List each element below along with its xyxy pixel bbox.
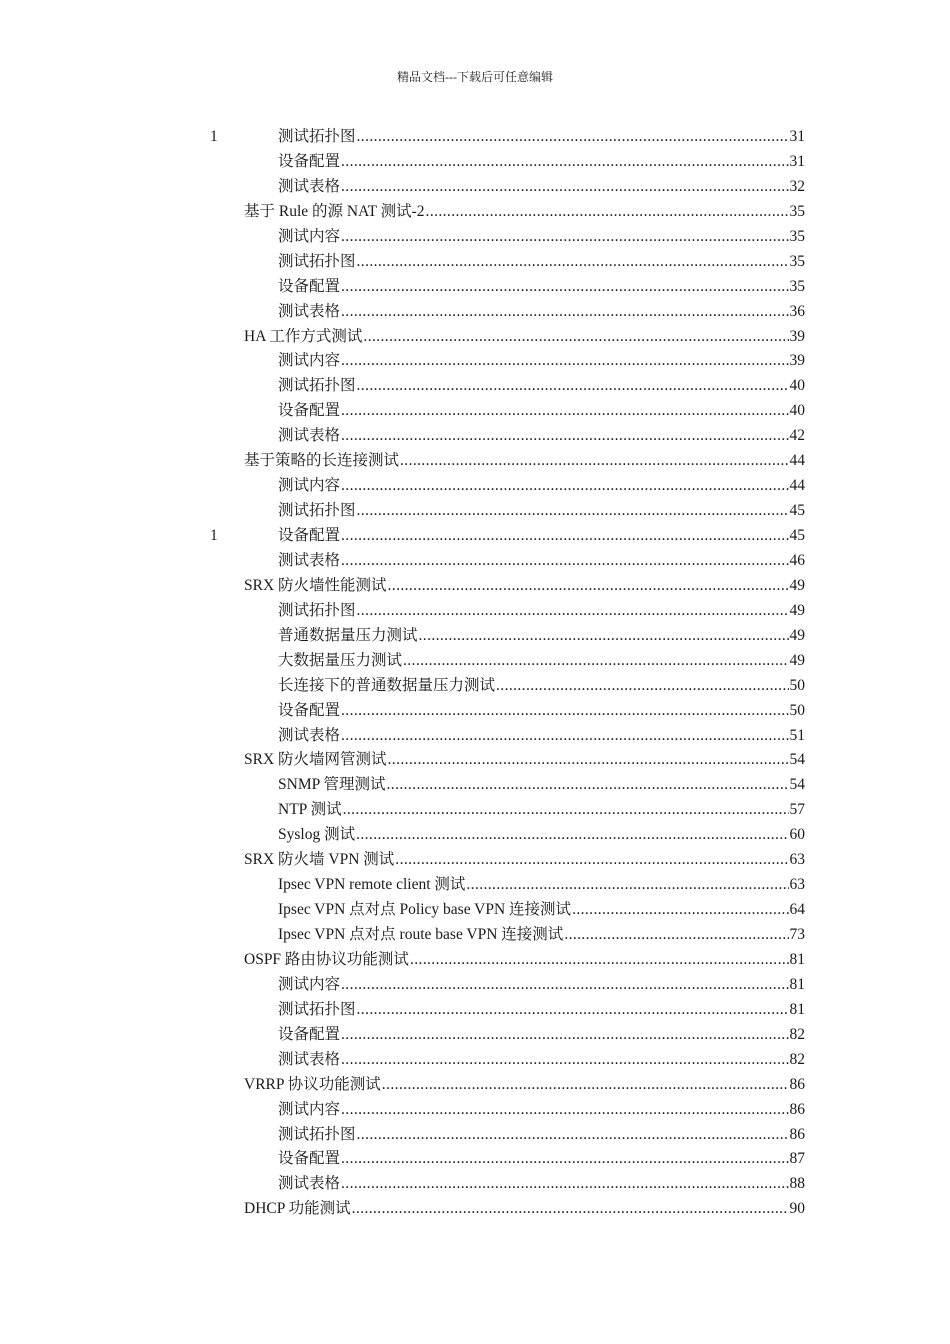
toc-entry-page-number: 31 <box>789 128 805 145</box>
toc-entry[interactable] <box>0 349 950 374</box>
toc-entry[interactable] <box>0 773 950 798</box>
toc-entry-line <box>278 674 805 699</box>
toc-entry[interactable] <box>0 898 950 923</box>
toc-entry[interactable] <box>0 549 950 574</box>
toc-entry[interactable] <box>0 325 950 350</box>
toc-entry-line <box>278 1123 805 1148</box>
toc-entry-line <box>278 923 805 948</box>
toc-entry-page-number: 90 <box>789 1200 805 1218</box>
toc-entry[interactable] <box>0 998 950 1023</box>
toc-entry-line <box>278 1023 805 1048</box>
toc-entry-title: Ipsec VPN 点对点 route base VPN 连接测试 <box>278 926 564 943</box>
toc-entry-title: 测试表格 <box>278 427 341 445</box>
dot-leader <box>341 150 788 175</box>
toc-entry[interactable] <box>0 374 950 399</box>
toc-entry-page-number: 88 <box>789 1175 805 1193</box>
toc-entry-title: 测试拓扑图 <box>278 502 356 520</box>
dot-leader <box>341 699 788 724</box>
toc-entry-line <box>278 1147 805 1172</box>
toc-entry-title: 设备配置 <box>278 1150 341 1168</box>
toc-entry-title: 测试内容 <box>278 477 341 495</box>
dot-leader <box>341 225 788 250</box>
toc-entry-line <box>278 973 805 998</box>
toc-entry-line <box>278 125 805 150</box>
toc-entry-number: 1 <box>210 128 218 145</box>
toc-entry-line <box>278 699 805 724</box>
toc-entry-title: 普通数据量压力测试 <box>278 626 418 644</box>
dot-leader <box>341 973 788 998</box>
toc-entry-page-number: 54 <box>789 776 805 794</box>
toc-entry-title: 测试拓扑图 <box>278 252 356 270</box>
toc-entry[interactable] <box>0 1172 950 1197</box>
toc-entry[interactable] <box>0 848 950 873</box>
toc-entry[interactable] <box>0 1073 950 1098</box>
dot-leader <box>400 449 788 474</box>
dot-leader <box>356 823 788 848</box>
toc-entry-page-number: 81 <box>789 975 805 993</box>
toc-entry-title: Ipsec VPN remote client 测试 <box>278 876 466 894</box>
toc-entry-page-number: 63 <box>789 851 805 869</box>
toc-entry-page-number: 86 <box>789 1100 805 1118</box>
toc-entry-line <box>278 798 805 823</box>
dot-leader <box>341 1147 788 1172</box>
dot-leader <box>341 424 788 449</box>
dot-leader <box>341 1048 788 1073</box>
toc-entry-title: NTP 测试 <box>278 801 342 819</box>
toc-entry[interactable] <box>0 524 950 549</box>
toc-entry-title: 测试内容 <box>278 1100 341 1118</box>
toc-entry-page-number: 36 <box>789 302 805 320</box>
toc-entry-line <box>244 1197 805 1222</box>
dot-leader <box>341 474 788 499</box>
toc-entry-line <box>278 424 805 449</box>
toc-entry[interactable] <box>0 948 950 973</box>
toc-entry-line <box>278 150 805 175</box>
toc-entry-line <box>278 474 805 499</box>
toc-entry[interactable] <box>0 175 950 200</box>
dot-leader <box>387 773 789 798</box>
toc-entry[interactable] <box>0 399 950 424</box>
toc-entry[interactable] <box>0 724 950 749</box>
toc-entry-page-number: 35 <box>789 252 805 270</box>
toc-entry[interactable] <box>0 150 950 175</box>
toc-entry[interactable] <box>0 499 950 524</box>
toc-entry-line <box>278 1172 805 1197</box>
toc-entry-title: VRRP 协议功能测试 <box>244 1075 381 1093</box>
toc-entry-title: 测试拓扑图 <box>278 128 356 145</box>
toc-entry-page-number: 35 <box>789 227 805 245</box>
dot-leader <box>341 275 788 300</box>
toc-entry-title: SRX 防火墙性能测试 <box>244 576 387 594</box>
dot-leader <box>341 1098 788 1123</box>
toc-entry-title: 测试表格 <box>278 551 341 569</box>
toc-entry-title: 测试表格 <box>278 1175 341 1193</box>
toc-entry-page-number: 35 <box>789 277 805 295</box>
toc-entry-page-number: 35 <box>789 202 805 220</box>
toc-entry-page-number: 60 <box>789 826 805 844</box>
toc-entry-page-number: 40 <box>789 377 805 395</box>
toc-entry-page-number: 82 <box>789 1025 805 1043</box>
dot-leader <box>564 923 788 948</box>
dot-leader <box>496 674 788 699</box>
toc-entry-page-number: 49 <box>789 576 805 594</box>
toc-entry-title: 设备配置 <box>278 701 341 719</box>
toc-entry-title: OSPF 路由协议功能测试 <box>244 950 409 968</box>
toc-entry-title: 测试表格 <box>278 726 341 744</box>
toc-entry[interactable] <box>0 823 950 848</box>
toc-entry-page-number: 81 <box>789 950 805 968</box>
toc-entry-line <box>244 574 805 599</box>
toc-entry-page-number: 31 <box>789 152 805 170</box>
toc-entry-line <box>278 724 805 749</box>
toc-entry[interactable] <box>0 474 950 499</box>
toc-entry-line <box>278 898 805 923</box>
toc-entry-page-number: 49 <box>789 651 805 669</box>
dot-leader <box>363 325 788 350</box>
toc-entry-line <box>278 549 805 574</box>
dot-leader <box>395 848 788 873</box>
toc-entry-line <box>278 873 805 898</box>
toc-entry-page-number: 87 <box>789 1150 805 1168</box>
toc-entry-line <box>278 1098 805 1123</box>
toc-entry[interactable] <box>0 599 950 624</box>
toc-entry-page-number: 57 <box>789 801 805 819</box>
dot-leader <box>341 1172 788 1197</box>
dot-leader <box>357 998 789 1023</box>
toc-entry-title: DHCP 功能测试 <box>244 1200 351 1218</box>
toc-entry[interactable] <box>0 1023 950 1048</box>
toc-entry-line <box>278 275 805 300</box>
dot-leader <box>410 948 789 973</box>
toc-entry-line <box>278 225 805 250</box>
toc-entry[interactable] <box>0 873 950 898</box>
toc-entry-page-number: 86 <box>789 1125 805 1143</box>
toc-entry-line <box>278 1048 805 1073</box>
toc-entry[interactable] <box>0 1197 950 1222</box>
toc-entry[interactable] <box>0 300 950 325</box>
toc-entry-line <box>278 499 805 524</box>
toc-entry[interactable] <box>0 1147 950 1172</box>
toc-entry-page-number: 44 <box>789 452 805 470</box>
toc-entry-title: 设备配置 <box>278 527 341 544</box>
toc-entry-page-number: 49 <box>789 601 805 619</box>
toc-entry-line <box>244 325 805 350</box>
toc-entry[interactable] <box>0 250 950 275</box>
dot-leader <box>466 873 788 898</box>
dot-leader <box>572 898 788 923</box>
dot-leader <box>357 499 789 524</box>
dot-leader <box>357 125 789 150</box>
toc-entry-title: 测试拓扑图 <box>278 377 356 395</box>
toc-entry-title: 测试表格 <box>278 1050 341 1068</box>
toc-entry[interactable] <box>0 200 950 225</box>
toc-entry-page-number: 82 <box>789 1050 805 1068</box>
toc-entry-title: SNMP 管理测试 <box>278 776 386 794</box>
dot-leader <box>341 300 788 325</box>
toc-entry-page-number: 39 <box>789 327 805 345</box>
toc-entry-line <box>244 1073 805 1098</box>
toc-entry-page-number: 49 <box>789 626 805 644</box>
toc-entry-page-number: 42 <box>789 427 805 445</box>
toc-entry-line <box>278 624 805 649</box>
toc-entry[interactable] <box>0 1098 950 1123</box>
dot-leader <box>341 349 788 374</box>
toc-entry-line <box>278 250 805 275</box>
toc-entry[interactable] <box>0 1048 950 1073</box>
dot-leader <box>341 399 788 424</box>
toc-entry-line <box>244 848 805 873</box>
toc-entry-line <box>278 374 805 399</box>
toc-entry[interactable] <box>0 973 950 998</box>
toc-entry-line <box>278 649 805 674</box>
dot-leader <box>357 374 789 399</box>
toc-entry[interactable] <box>0 574 950 599</box>
toc-entry-line <box>244 200 805 225</box>
toc-entry[interactable] <box>0 125 950 150</box>
toc-entry-title: 测试内容 <box>278 352 341 370</box>
dot-leader <box>382 1073 789 1098</box>
toc-entry-line <box>278 599 805 624</box>
toc-entry-title: Ipsec VPN 点对点 Policy base VPN 连接测试 <box>278 901 572 919</box>
toc-entry[interactable] <box>0 674 950 699</box>
toc-entry-title: 大数据量压力测试 <box>278 651 403 669</box>
page-header: 精品文档---下载后可任意编辑 <box>397 70 553 84</box>
toc-entry-page-number: 44 <box>789 477 805 495</box>
toc-entry-page-number: 54 <box>789 751 805 769</box>
dot-leader <box>352 1197 789 1222</box>
dot-leader <box>388 574 789 599</box>
toc-entry-page-number: 40 <box>789 402 805 420</box>
toc-entry-page-number: 50 <box>789 676 805 694</box>
toc-entry-line <box>278 175 805 200</box>
toc-entry-title: 测试拓扑图 <box>278 1125 356 1143</box>
toc-entry-line <box>244 449 805 474</box>
toc-entry-line <box>278 998 805 1023</box>
toc-entry[interactable] <box>0 1123 950 1148</box>
toc-entry-title: SRX 防火墙网管测试 <box>244 751 387 769</box>
dot-leader <box>341 549 788 574</box>
toc-entry-page-number: 86 <box>789 1075 805 1093</box>
toc-entry-title: 设备配置 <box>278 1025 341 1043</box>
toc-entry-number: 1 <box>210 527 218 544</box>
dot-leader <box>341 175 788 200</box>
table-of-contents <box>0 125 950 1222</box>
toc-entry-title: 基于策略的长连接测试 <box>244 452 400 470</box>
toc-entry-title: 测试表格 <box>278 177 341 195</box>
toc-entry-page-number: 63 <box>789 876 805 894</box>
toc-entry-line <box>278 773 805 798</box>
toc-entry-title: 设备配置 <box>278 402 341 420</box>
toc-entry-title: 测试内容 <box>278 227 341 245</box>
dot-leader <box>343 798 789 823</box>
toc-entry-title: 测试表格 <box>278 302 341 320</box>
toc-entry-title: 设备配置 <box>278 277 341 295</box>
toc-entry-title: SRX 防火墙 VPN 测试 <box>244 851 395 869</box>
dot-leader <box>403 649 788 674</box>
toc-entry-line <box>278 823 805 848</box>
toc-entry[interactable] <box>0 798 950 823</box>
dot-leader <box>357 250 789 275</box>
dot-leader <box>419 624 789 649</box>
toc-entry-page-number: 73 <box>789 926 805 943</box>
toc-entry-page-number: 39 <box>789 352 805 370</box>
toc-entry[interactable] <box>0 624 950 649</box>
toc-entry-page-number: 81 <box>789 1000 805 1018</box>
dot-leader <box>357 599 789 624</box>
toc-entry-line <box>278 349 805 374</box>
toc-entry-line <box>278 300 805 325</box>
toc-entry-page-number: 45 <box>789 527 805 544</box>
toc-entry[interactable] <box>0 225 950 250</box>
toc-entry[interactable] <box>0 449 950 474</box>
toc-entry-page-number: 32 <box>789 177 805 195</box>
toc-entry-title: 测试拓扑图 <box>278 601 356 619</box>
toc-entry[interactable] <box>0 424 950 449</box>
dot-leader <box>426 200 789 225</box>
dot-leader <box>357 1123 789 1148</box>
toc-entry-title: 测试拓扑图 <box>278 1000 356 1018</box>
toc-entry[interactable] <box>0 649 950 674</box>
toc-entry[interactable] <box>0 748 950 773</box>
toc-entry-title: 基于 Rule 的源 NAT 测试-2 <box>244 202 425 220</box>
dot-leader <box>341 724 788 749</box>
toc-entry-page-number: 51 <box>789 726 805 744</box>
toc-entry-page-number: 45 <box>789 502 805 520</box>
toc-entry-title: 长连接下的普通数据量压力测试 <box>278 676 496 694</box>
toc-entry-line <box>278 524 805 549</box>
dot-leader <box>341 1023 788 1048</box>
toc-entry-line <box>244 948 805 973</box>
toc-entry-page-number: 50 <box>789 701 805 719</box>
toc-entry-page-number: 46 <box>789 551 805 569</box>
toc-entry[interactable] <box>0 923 950 948</box>
dot-leader <box>388 748 789 773</box>
toc-entry-title: Syslog 测试 <box>278 826 356 844</box>
toc-entry-page-number: 64 <box>789 901 805 919</box>
toc-entry-line <box>244 748 805 773</box>
toc-entry-title: 设备配置 <box>278 152 341 170</box>
toc-entry[interactable] <box>0 699 950 724</box>
toc-entry[interactable] <box>0 275 950 300</box>
toc-entry-title: HA 工作方式测试 <box>244 327 363 345</box>
dot-leader <box>341 524 788 549</box>
toc-entry-title: 测试内容 <box>278 975 341 993</box>
toc-entry-line <box>278 399 805 424</box>
